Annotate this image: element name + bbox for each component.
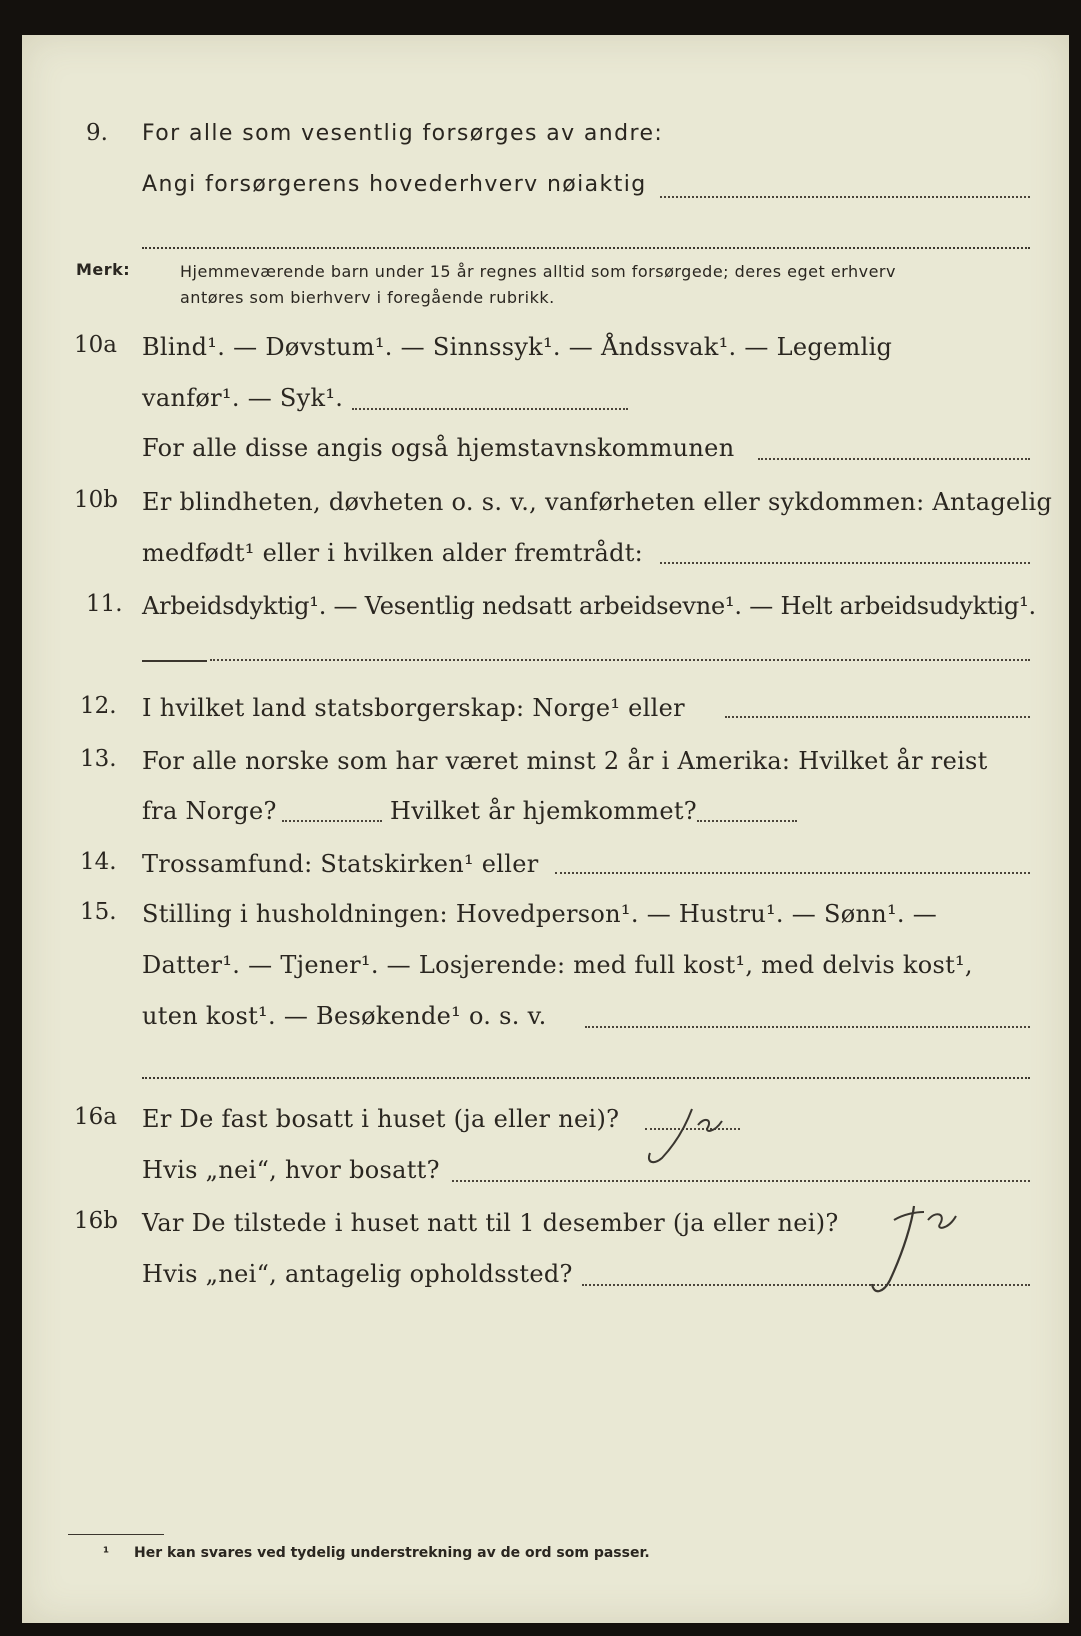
q15-answer-line bbox=[585, 1026, 1030, 1028]
q10a-line2: vanfør¹. — Syk¹. bbox=[142, 384, 344, 412]
q15-number: 15. bbox=[80, 899, 117, 925]
q16b-line2: Hvis „nei“, antagelig opholdssted? bbox=[142, 1260, 573, 1288]
q13-line2a: fra Norge? bbox=[142, 797, 277, 825]
q12-number: 12. bbox=[80, 693, 117, 719]
q14-line1: Trossamfund: Statskirken¹ eller bbox=[142, 850, 539, 878]
q11-number: 11. bbox=[86, 591, 123, 617]
q9-line2: Angi forsørgerens hovederhverv nøiaktig bbox=[142, 172, 647, 197]
q16a-number: 16a bbox=[74, 1104, 117, 1130]
q13-line2b: Hvilket år hjemkommet? bbox=[390, 797, 697, 825]
q13-reist-line bbox=[282, 820, 382, 822]
q11-answer-line bbox=[210, 659, 1030, 661]
q15-line3: uten kost¹. — Besøkende¹ o. s. v. bbox=[142, 1002, 547, 1030]
q12-answer-line bbox=[725, 716, 1030, 718]
merk-line2: antøres som bierhverv i foregående rubrikk. bbox=[180, 288, 555, 307]
q10a-line3: For alle disse angis også hjemstavnskommunen bbox=[142, 434, 735, 462]
q14-number: 14. bbox=[80, 849, 117, 875]
q10b-line2: medfødt¹ eller i hvilken alder fremtrådt: bbox=[142, 539, 644, 567]
q9-number: 9. bbox=[86, 120, 108, 146]
q10b-line1: Er blindheten, døvheten o. s. v., vanførheten eller sykdommen: Antagelig bbox=[142, 488, 1053, 516]
q16a-line1: Er De fast bosatt i huset (ja eller nei)? bbox=[142, 1105, 620, 1133]
q11-underline-stroke bbox=[142, 660, 207, 662]
q16b-handwritten-ja bbox=[860, 1200, 990, 1310]
q16a-bosatt-line bbox=[452, 1180, 1030, 1182]
footnote-text: Her kan svares ved tydelig understrekning av de ord som passer. bbox=[134, 1545, 650, 1561]
q9-line1: For alle som vesentlig forsørges av andre: bbox=[142, 121, 664, 146]
q10a-hjemstavn-line bbox=[758, 458, 1030, 460]
q13-hjemkommet-line bbox=[697, 820, 797, 822]
q13-number: 13. bbox=[80, 746, 117, 772]
q10b-number: 10b bbox=[74, 487, 118, 513]
q15-line1: Stilling i husholdningen: Hovedperson¹. — Hustru¹. — Sønn¹. — bbox=[142, 900, 938, 928]
q13-line1: For alle norske som har været minst 2 år i Amerika: Hvilket år reist bbox=[142, 747, 988, 775]
q11-line1: Arbeidsdyktig¹. — Vesentlig nedsatt arbeidsevne¹. — Helt arbeidsudyktig¹. bbox=[142, 592, 1036, 620]
footnote-marker: ¹ bbox=[103, 1545, 110, 1561]
q9-answer-line bbox=[660, 196, 1030, 198]
q14-answer-line bbox=[555, 872, 1030, 874]
q9-extra-line bbox=[142, 247, 1030, 249]
q16b-line1: Var De tilstede i huset natt til 1 desember (ja eller nei)? bbox=[142, 1209, 839, 1237]
q10a-line1: Blind¹. — Døvstum¹. — Sinnssyk¹. — Åndssvak¹. — Legemlig bbox=[142, 333, 893, 361]
q16b-number: 16b bbox=[74, 1208, 118, 1234]
q10a-number: 10a bbox=[74, 332, 117, 358]
merk-line1: Hjemmeværende barn under 15 år regnes alltid som forsørgede; deres eget erhverv bbox=[180, 262, 896, 281]
footnote-rule bbox=[68, 1534, 164, 1535]
q16a-handwritten-ja bbox=[640, 1103, 750, 1168]
merk-label: Merk: bbox=[76, 260, 131, 279]
q12-line1: I hvilket land statsborgerskap: Norge¹ eller bbox=[142, 694, 685, 722]
q15-line2: Datter¹. — Tjener¹. — Losjerende: med full kost¹, med delvis kost¹, bbox=[142, 951, 973, 979]
q16a-line2: Hvis „nei“, hvor bosatt? bbox=[142, 1156, 440, 1184]
q10a-syk-line bbox=[352, 408, 628, 410]
q15-extra-line bbox=[142, 1077, 1030, 1079]
q10b-answer-line bbox=[660, 562, 1030, 564]
